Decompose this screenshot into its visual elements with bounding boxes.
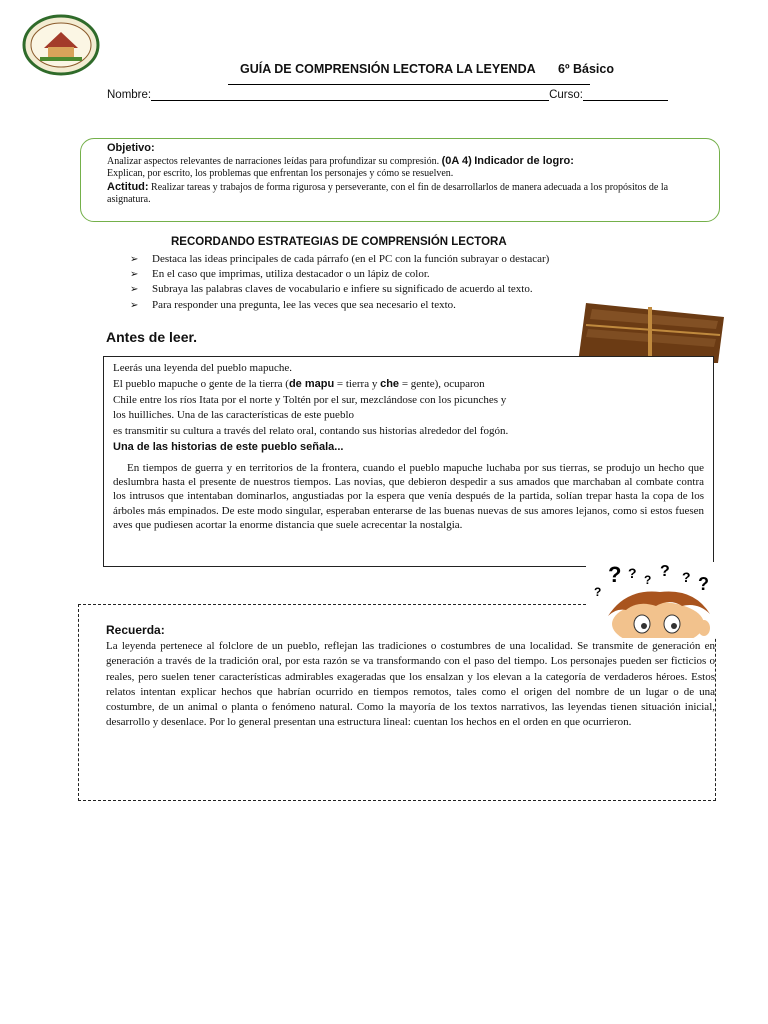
list-item: ➢ Para responder una pregunta, lee las veces que sea necesario el texto. xyxy=(130,298,549,313)
curso-field[interactable] xyxy=(583,89,668,101)
grade-label: 6º Básico xyxy=(558,62,614,76)
page-title: GUÍA DE COMPRENSIÓN LECTORA LA LEYENDA xyxy=(240,62,536,76)
list-item: ➢ Subraya las palabras claves de vocabulario e infiere su significado de acuerdo al texto. xyxy=(130,282,549,297)
arrow-bullet-icon: ➢ xyxy=(130,269,139,281)
mapu-term: de mapu xyxy=(288,377,335,390)
reading-line: es transmitir su cultura a través del relato oral, contando sus historias alrededor del fogón. xyxy=(113,425,509,438)
objetivo-text: Analizar aspectos relevantes de narraciones leídas para profundizar su compresión. xyxy=(107,155,440,167)
reading-box xyxy=(103,356,714,567)
title-underline xyxy=(228,84,590,85)
list-item: ➢ Destaca las ideas principales de cada párrafo (en el PC con la función subrayar o destacar) xyxy=(130,252,549,267)
school-logo xyxy=(22,14,100,76)
wooden-board-image xyxy=(578,303,724,363)
svg-text:?: ? xyxy=(682,569,691,585)
list-item: ➢ En el caso que imprimas, utiliza destacador o un lápiz de color. xyxy=(130,267,549,282)
recuerda-text: La leyenda pertenece al folclore de un pueblo, reflejan las tradiciones o costumbres de una localidad. Se transmite de generación en generación a través de la tradición oral, por esta razón se va transformando con el paso del tiempo. Los personajes pueden ser ficticios o reales, pero suelen tener características admirables exageradas que los ensalzan y los elevan a la categoría de verdaderos héroes. Estos relatos intentan explicar hechos que habrían ocurrido en tiempos remotos, tales como el origen del nombre de un lugar o de una costumbre, de un animal o planta o fenómeno natural. Como la mayoría de los textos narrativos, las leyendas tienen situación inicial, desarrollo y desenlace. Por lo general presentan una estructura lineal: cuentan los hechos en el orden en que ocurrieron. xyxy=(106,640,715,729)
objetivo-label: Objetivo: xyxy=(107,142,155,154)
legend-paragraph: En tiempos de guerra y en territorios de la frontera, cuando el pueblo mapuche luchaba por sus tierras, se produjo un hecho que deslumbra hasta el presente de nuestros tiempos. Las novias, que debieron despedir a sus amados que marchaban al combate contra los intrusos que intentaban dominarlos, angustiadas por la espera que venía después de la partida, solían trepar hasta la copa de los árboles más empinados. De este modo singular, esperaban enterarse de las buenas nuevas de sus amores lejanos, como si estos fuesen aves que pudiesen acortar la enorme distancia que suele acrecentar la nostalgia. xyxy=(113,461,704,531)
arrow-bullet-icon: ➢ xyxy=(130,254,139,265)
recuerda-heading: Recuerda: xyxy=(106,623,165,637)
arrow-bullet-icon: ➢ xyxy=(130,284,139,296)
reading-line: los huilliches. Una de las características de este pueblo xyxy=(113,409,354,422)
strategies-list xyxy=(130,252,549,313)
svg-text:?: ? xyxy=(660,563,670,580)
antes-heading: Antes de leer. xyxy=(106,329,198,345)
nombre-field[interactable] xyxy=(151,89,549,101)
curso-label: Curso: xyxy=(549,89,583,101)
oa-code: (0A 4) xyxy=(441,154,472,167)
actitud-label: Actitud: xyxy=(107,180,149,193)
thinking-boy-image xyxy=(586,562,726,638)
svg-text:?: ? xyxy=(608,562,622,587)
svg-text:?: ? xyxy=(628,565,637,581)
reading-line: Chile entre los ríos Itata por el norte y Toltén por el sur, mezclándose con los picunches y xyxy=(113,393,507,406)
svg-text:?: ? xyxy=(698,574,709,594)
objetivo-line xyxy=(107,155,705,169)
che-term: che xyxy=(380,377,400,390)
svg-text:?: ? xyxy=(594,585,602,599)
actitud-text: Realizar tareas y trabajos de forma rigurosa y perseverante, con el fin de desarrollarlos de manera adecuada a los propósitos de la asignatura. xyxy=(107,181,669,206)
indicador-label: Indicador de logro: xyxy=(474,154,574,167)
reading-line: Leerás una leyenda del pueblo mapuche. xyxy=(113,362,292,374)
reading-line: El pueblo mapuche o gente de la tierra (de mapu = tierra y che = gente), ocuparon xyxy=(113,377,485,390)
strategies-title: RECORDANDO ESTRATEGIAS DE COMPRENSIÓN LECTORA xyxy=(171,236,507,248)
arrow-bullet-icon: ➢ xyxy=(130,299,139,311)
svg-text:?: ? xyxy=(644,573,652,587)
actitud-line xyxy=(107,181,705,207)
name-course-row xyxy=(107,89,668,101)
nombre-label: Nombre: xyxy=(107,89,152,101)
indicador-text: Explican, por escrito, los problemas que enfrentan los personajes y cómo se resuelven. xyxy=(107,168,454,180)
objective-box xyxy=(80,138,720,222)
story-intro: Una de las historias de este pueblo señala... xyxy=(113,440,344,453)
